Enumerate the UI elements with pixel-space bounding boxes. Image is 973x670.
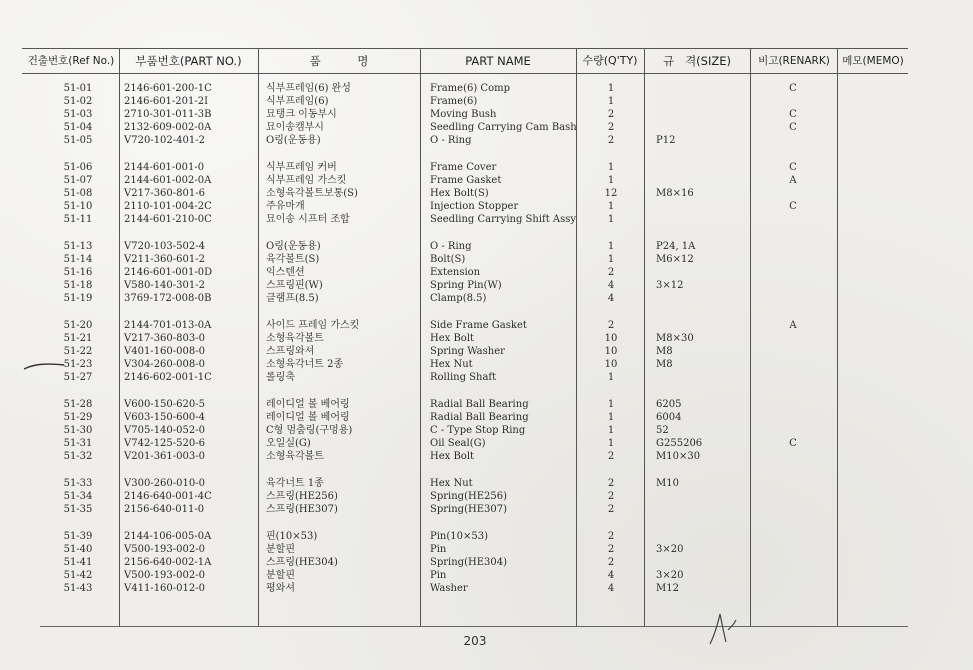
ref-cell: 51-04: [63, 122, 93, 133]
korean-name-cell: C형 멈춤링(구멍용): [266, 425, 353, 436]
qty-cell: 2: [607, 557, 615, 568]
part-no-cell: 2144-701-013-0A: [124, 320, 212, 331]
ref-cell: 51-31: [63, 438, 93, 449]
part-no-cell: 2144-601-002-0A: [124, 175, 212, 186]
remark-cell: [775, 292, 811, 305]
part-no-cell: 2146-602-001-1C: [124, 372, 212, 383]
part-name-cell: Hex Bolt: [430, 451, 475, 462]
part-no-cell: V411-160-012-0: [124, 583, 205, 594]
korean-name-cell: 묘탱크 이동부시: [266, 109, 337, 120]
ref-cell: 51-07: [63, 175, 93, 186]
part-no-cell: V300-260-010-0: [124, 478, 205, 489]
part-no-cell: V304-260-008-0: [124, 359, 205, 370]
part-no-cell: 2710-301-011-3B: [124, 109, 212, 120]
remark-cell: [775, 213, 811, 226]
part-no-cell: 2144-601-210-0C: [124, 214, 212, 225]
qty-cell: 2: [607, 491, 615, 502]
remark-cell: [775, 424, 811, 437]
qty-cell: 2: [607, 135, 615, 146]
column-divider: [420, 48, 421, 626]
qty-cell: 1: [607, 254, 615, 265]
size-cell: [656, 556, 746, 569]
qty-cell: 1: [607, 412, 615, 423]
part-name-cell: Frame(6): [430, 96, 478, 107]
part-name-cell: Hex Nut: [430, 478, 473, 489]
header-korean-name: 품 명: [309, 54, 369, 68]
remark-cell: [775, 371, 811, 384]
remark-cell: [775, 503, 811, 516]
ref-cell: 51-19: [63, 293, 93, 304]
size-cell: M8×16: [656, 188, 694, 199]
ref-cell: 51-08: [63, 188, 93, 199]
part-no-cell: 2132-609-002-0A: [124, 122, 212, 133]
ref-cell: 51-03: [63, 109, 93, 120]
korean-name-cell: 소형육각볼트: [266, 333, 324, 344]
ref-cell: 51-18: [63, 280, 93, 291]
size-cell: M8: [656, 346, 673, 357]
part-name-cell: Hex Nut: [430, 359, 473, 370]
part-name-cell: Spring Washer: [430, 346, 505, 357]
ref-cell: 51-30: [63, 425, 93, 436]
korean-name-cell: 스프링(HE256): [266, 491, 338, 502]
header-memo: 메모(MEMO): [842, 55, 904, 67]
size-cell: [656, 490, 746, 503]
part-name-cell: Injection Stopper: [430, 201, 519, 212]
part-no-cell: V603-150-600-4: [124, 412, 205, 423]
korean-name-cell: 롤링축: [266, 372, 295, 383]
qty-cell: 2: [607, 531, 615, 542]
header-ref-no: 건출번호(Ref No.): [27, 55, 115, 67]
part-name-cell: Extension: [430, 267, 481, 278]
size-cell: [656, 121, 746, 134]
remark-cell: [775, 240, 811, 253]
korean-name-cell: 식부프레임(6): [266, 96, 329, 107]
part-no-cell: V720-102-401-2: [124, 135, 205, 146]
part-name-cell: Bolt(S): [430, 254, 466, 265]
korean-name-cell: 평와셔: [266, 583, 295, 594]
part-name-cell: Moving Bush: [430, 109, 497, 120]
qty-cell: 2: [607, 267, 615, 278]
size-cell: M10: [656, 478, 679, 489]
remark-cell: [775, 569, 811, 582]
size-cell: [656, 161, 746, 174]
korean-name-cell: 식부프레임 가스킷: [266, 175, 347, 186]
part-no-cell: V500-193-002-0: [124, 570, 205, 581]
ref-cell: 51-43: [63, 583, 93, 594]
korean-name-cell: 육각볼트(S): [266, 254, 320, 265]
part-no-cell: 2146-601-200-1C: [124, 83, 212, 94]
remark-cell: [775, 450, 811, 463]
part-name-cell: Pin(10×53): [430, 531, 488, 542]
part-no-cell: 2110-101-004-2C: [124, 201, 212, 212]
part-name-cell: Clamp(8.5): [430, 293, 487, 304]
size-cell: G255206: [656, 438, 703, 449]
remark-cell: [775, 411, 811, 424]
ref-cell: 51-35: [63, 504, 93, 515]
part-no-cell: V705-140-052-0: [124, 425, 205, 436]
qty-cell: 1: [607, 425, 615, 436]
ref-cell: 51-39: [63, 531, 93, 542]
size-cell: [656, 213, 746, 226]
remark-cell: [775, 398, 811, 411]
remark-cell: C: [789, 109, 797, 120]
ref-cell: 51-20: [63, 320, 93, 331]
handwritten-signature-mark: [702, 610, 742, 650]
part-no-cell: V201-361-003-0: [124, 451, 205, 462]
korean-name-cell: 스프링핀(W): [266, 280, 323, 291]
size-cell: 6205: [656, 399, 682, 410]
remark-cell: [775, 477, 811, 490]
part-name-cell: Spring(HE307): [430, 504, 507, 515]
part-no-cell: V217-360-803-0: [124, 333, 205, 344]
header-remark: 비고(RENARK): [758, 55, 830, 67]
size-cell: [656, 95, 746, 108]
korean-name-cell: 익스텐션: [266, 267, 305, 278]
korean-name-cell: 주유마개: [266, 201, 305, 212]
ref-cell: 51-42: [63, 570, 93, 581]
qty-cell: 1: [607, 438, 615, 449]
size-cell: P12: [656, 135, 676, 146]
korean-name-cell: 스프링(HE307): [266, 504, 338, 515]
size-cell: [656, 108, 746, 121]
size-cell: 3×20: [656, 544, 684, 555]
part-name-cell: Frame(6) Comp: [430, 83, 510, 94]
qty-cell: 2: [607, 544, 615, 555]
ref-cell: 51-29: [63, 412, 93, 423]
korean-name-cell: 묘이송캠부시: [266, 122, 324, 133]
qty-cell: 1: [607, 372, 615, 383]
part-name-cell: C - Type Stop Ring: [430, 425, 526, 436]
size-cell: M8: [656, 359, 673, 370]
size-cell: 3×20: [656, 570, 684, 581]
size-cell: M8×30: [656, 333, 694, 344]
ref-cell: 51-32: [63, 451, 93, 462]
part-no-cell: V401-160-008-0: [124, 346, 205, 357]
part-name-cell: Rolling Shaft: [430, 372, 497, 383]
ref-cell: 51-01: [63, 83, 93, 94]
part-no-cell: 2146-640-001-4C: [124, 491, 212, 502]
qty-cell: 2: [607, 320, 615, 331]
korean-name-cell: 소형육각볼트: [266, 451, 324, 462]
part-no-cell: 2146-601-001-0D: [124, 267, 213, 278]
header-bottom-rule: [22, 73, 908, 74]
korean-name-cell: O링(운동용): [266, 241, 321, 252]
remark-cell: [775, 530, 811, 543]
size-cell: [656, 82, 746, 95]
korean-name-cell: 사이드 프레임 가스킷: [266, 320, 360, 331]
part-no-cell: V211-360-601-2: [124, 254, 205, 265]
qty-cell: 4: [607, 293, 615, 304]
ref-cell: 51-40: [63, 544, 93, 555]
qty-cell: 1: [607, 399, 615, 410]
header-part-name: PART NAME: [465, 54, 531, 68]
ref-cell: 51-14: [63, 254, 93, 265]
remark-cell: C: [789, 201, 797, 212]
qty-cell: 10: [604, 346, 618, 357]
korean-name-cell: 분할핀: [266, 544, 295, 555]
column-divider: [750, 48, 751, 626]
ref-cell: 51-10: [63, 201, 93, 212]
ref-cell: 51-16: [63, 267, 93, 278]
part-name-cell: O - Ring: [430, 135, 472, 146]
part-name-cell: Washer: [430, 583, 468, 594]
qty-cell: 1: [607, 214, 615, 225]
handwritten-arrow-mark: [22, 360, 66, 374]
korean-name-cell: 스프링와셔: [266, 346, 315, 357]
remark-cell: [775, 490, 811, 503]
qty-cell: 2: [607, 122, 615, 133]
korean-name-cell: 소형육각볼트보통(S): [266, 188, 358, 199]
ref-cell: 51-06: [63, 162, 93, 173]
column-divider: [837, 48, 838, 626]
ref-cell: 51-11: [63, 214, 93, 225]
ref-cell: 51-23: [63, 359, 93, 370]
size-cell: P24, 1A: [656, 241, 696, 252]
remark-cell: [775, 582, 811, 595]
part-no-cell: V217-360-801-6: [124, 188, 205, 199]
korean-name-cell: 클램프(8.5): [266, 293, 319, 304]
korean-name-cell: 레이디얼 볼 베어링: [266, 412, 350, 423]
part-name-cell: Oil Seal(G): [430, 438, 486, 449]
column-divider: [644, 48, 645, 626]
part-name-cell: Frame Gasket: [430, 175, 502, 186]
size-cell: 6004: [656, 412, 682, 423]
part-no-cell: 2146-601-201-2I: [124, 96, 209, 107]
part-no-cell: 2144-106-005-0A: [124, 531, 212, 542]
part-name-cell: Radial Ball Bearing: [430, 399, 529, 410]
part-name-cell: Pin: [430, 570, 447, 581]
size-cell: [656, 319, 746, 332]
korean-name-cell: 핀(10×53): [266, 531, 318, 542]
ref-cell: 51-41: [63, 557, 93, 568]
ref-cell: 51-13: [63, 241, 93, 252]
part-name-cell: Side Frame Gasket: [430, 320, 527, 331]
size-cell: [656, 174, 746, 187]
ref-cell: 51-02: [63, 96, 93, 107]
part-no-cell: V742-125-520-6: [124, 438, 205, 449]
qty-cell: 2: [607, 109, 615, 120]
qty-cell: 1: [607, 83, 615, 94]
qty-cell: 4: [607, 570, 615, 581]
part-name-cell: Seedling Carrying Cam Bash: [430, 122, 577, 133]
qty-cell: 1: [607, 241, 615, 252]
page-number: 203: [463, 634, 487, 648]
remark-cell: [775, 279, 811, 292]
qty-cell: 2: [607, 504, 615, 515]
remark-cell: [775, 266, 811, 279]
part-no-cell: V500-193-002-0: [124, 544, 205, 555]
header-top-rule: [22, 48, 908, 49]
qty-cell: 2: [607, 478, 615, 489]
remark-cell: [775, 95, 811, 108]
header-size: 규 격(SIZE): [663, 54, 731, 68]
ref-cell: 51-27: [63, 372, 93, 383]
part-name-cell: Radial Ball Bearing: [430, 412, 529, 423]
remark-cell: [775, 134, 811, 147]
size-cell: [656, 530, 746, 543]
remark-cell: [775, 187, 811, 200]
part-name-cell: Hex Bolt: [430, 333, 475, 344]
qty-cell: 1: [607, 201, 615, 212]
remark-cell: A: [789, 175, 797, 186]
ref-cell: 51-33: [63, 478, 93, 489]
size-cell: [656, 503, 746, 516]
qty-cell: 1: [607, 175, 615, 186]
qty-cell: 4: [607, 280, 615, 291]
qty-cell: 12: [604, 188, 618, 199]
column-divider: [119, 48, 120, 626]
part-no-cell: 2156-640-011-0: [124, 504, 205, 515]
remark-cell: [775, 253, 811, 266]
size-cell: 3×12: [656, 280, 684, 291]
part-name-cell: Seedling Carrying Shift Assy: [430, 214, 577, 225]
footer-rule: [40, 626, 908, 627]
remark-cell: [775, 358, 811, 371]
part-name-cell: Spring(HE304): [430, 557, 507, 568]
size-cell: [656, 371, 746, 384]
qty-cell: 1: [607, 96, 615, 107]
ref-cell: 51-28: [63, 399, 93, 410]
part-no-cell: 2144-601-001-0: [124, 162, 205, 173]
korean-name-cell: 식부프레임(6) 완성: [266, 83, 351, 94]
korean-name-cell: 오일실(G): [266, 438, 311, 449]
remark-cell: [775, 332, 811, 345]
qty-cell: 1: [607, 162, 615, 173]
part-name-cell: Spring Pin(W): [430, 280, 502, 291]
korean-name-cell: 육각너트 1종: [266, 478, 324, 489]
korean-name-cell: 소형육각너트 2종: [266, 359, 344, 370]
part-no-cell: V600-150-620-5: [124, 399, 205, 410]
part-name-cell: Hex Bolt(S): [430, 188, 489, 199]
remark-cell: [775, 556, 811, 569]
qty-cell: 10: [604, 359, 618, 370]
remark-cell: A: [789, 320, 797, 331]
part-name-cell: Frame Cover: [430, 162, 497, 173]
part-name-cell: O - Ring: [430, 241, 472, 252]
size-cell: [656, 266, 746, 279]
ref-cell: 51-05: [63, 135, 93, 146]
size-cell: M6×12: [656, 254, 694, 265]
size-cell: [656, 292, 746, 305]
korean-name-cell: 묘이송 시프터 조합: [266, 214, 350, 225]
korean-name-cell: 식부프레임 커버: [266, 162, 337, 173]
ref-cell: 51-34: [63, 491, 93, 502]
korean-name-cell: 분할핀: [266, 570, 295, 581]
korean-name-cell: 레이디얼 볼 베어링: [266, 399, 350, 410]
qty-cell: 4: [607, 583, 615, 594]
korean-name-cell: 스프링(HE304): [266, 557, 338, 568]
remark-cell: [775, 345, 811, 358]
size-cell: M12: [656, 583, 679, 594]
column-divider: [258, 48, 259, 626]
remark-cell: C: [789, 122, 797, 133]
remark-cell: C: [789, 438, 797, 449]
part-no-cell: 3769-172-008-0B: [124, 293, 212, 304]
part-no-cell: 2156-640-002-1A: [124, 557, 212, 568]
remark-cell: C: [789, 83, 797, 94]
header-part-no: 부품번호(PART NO.): [135, 54, 242, 68]
remark-cell: C: [789, 162, 797, 173]
part-no-cell: V720-103-502-4: [124, 241, 205, 252]
header-qty: 수량(Q'TY): [582, 54, 638, 67]
part-name-cell: Spring(HE256): [430, 491, 507, 502]
part-name-cell: Pin: [430, 544, 447, 555]
size-cell: M10×30: [656, 451, 701, 462]
qty-cell: 10: [604, 333, 618, 344]
qty-cell: 2: [607, 451, 615, 462]
ref-cell: 51-22: [63, 346, 93, 357]
korean-name-cell: O링(운동용): [266, 135, 321, 146]
part-no-cell: V580-140-301-2: [124, 280, 205, 291]
ref-cell: 51-21: [63, 333, 93, 344]
size-cell: [656, 200, 746, 213]
remark-cell: [775, 543, 811, 556]
size-cell: 52: [656, 425, 669, 436]
